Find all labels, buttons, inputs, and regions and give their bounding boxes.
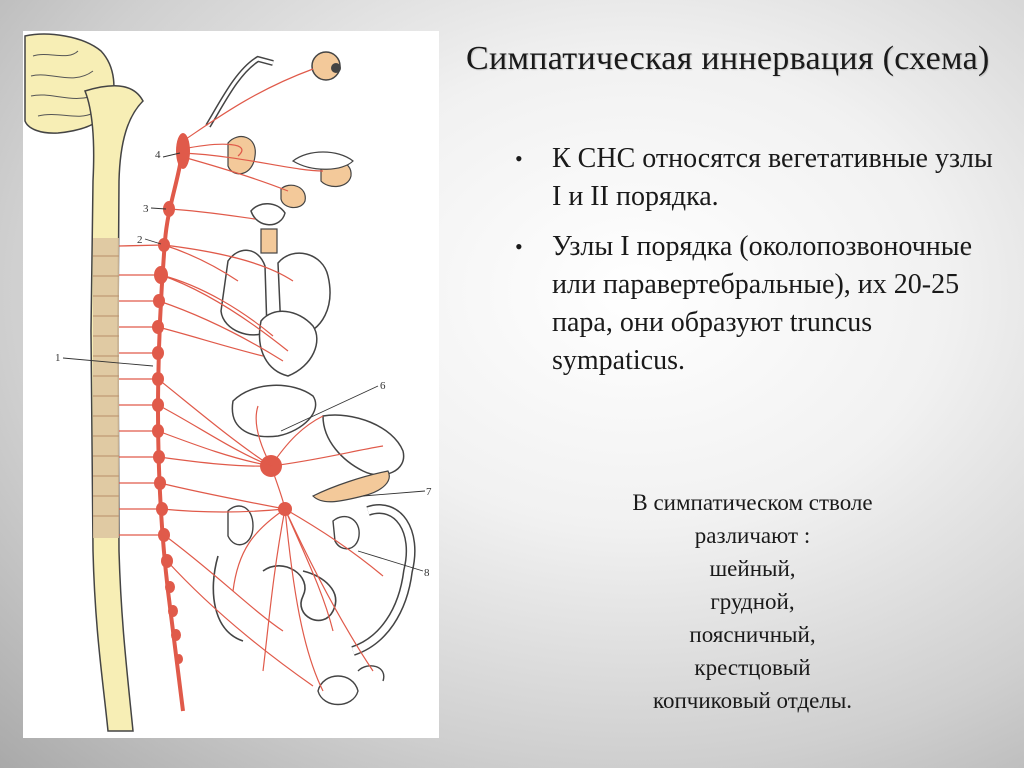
head-vessel [208, 59, 273, 126]
bullet-list [515, 140, 1005, 392]
bullet-item [515, 228, 1005, 380]
tongue-outline [293, 152, 353, 169]
stomach [323, 415, 404, 475]
bullet-item [515, 140, 1005, 216]
bladder [318, 676, 358, 705]
label-1: 1 [55, 352, 61, 364]
sub-line: грудной, [710, 589, 795, 614]
larynx [251, 204, 285, 225]
bullet-text: К СНС относятся вегетативные узлы I и II порядка. [552, 143, 993, 212]
heart [260, 311, 317, 376]
diagram-svg [23, 31, 439, 738]
trunk-divisions-text [600, 486, 905, 717]
sub-line: В симпатическом стволе [632, 490, 873, 515]
sub-line: копчиковый отделы. [652, 688, 853, 713]
label-7: 7 [426, 486, 432, 498]
trunk-ganglia [152, 133, 190, 664]
sympathetic-innervation-diagram [23, 31, 439, 738]
spinal-segment-region [93, 238, 119, 538]
sub-line: различают : [694, 523, 811, 548]
trachea [261, 229, 277, 253]
slide-title: Симпатическая иннервация (схема) [466, 40, 990, 77]
salivary-gland-1 [228, 137, 255, 174]
eye-pupil [331, 63, 341, 73]
bullet-text: Узлы I порядка (околопозвоночные или паравертебральные), их 20-25 пара, они образуют truncus sympaticus. [552, 231, 972, 376]
sympathetic-trunk [158, 136, 183, 711]
kidney-right [333, 517, 359, 549]
bullet-icon: • [515, 146, 523, 171]
bullet-icon: • [515, 234, 523, 259]
label-3: 3 [143, 203, 149, 215]
salivary-gland-3 [281, 185, 305, 207]
sub-line: крестцовый [694, 655, 811, 680]
label-6: 6 [380, 380, 386, 392]
label-4: 4 [155, 149, 161, 161]
pancreas [313, 471, 389, 502]
head-vessel-inner [208, 59, 273, 126]
label-2: 2 [137, 234, 143, 246]
sub-line: поясничный, [689, 622, 816, 647]
label-8: 8 [424, 567, 430, 579]
sub-line: шейный, [709, 556, 796, 581]
